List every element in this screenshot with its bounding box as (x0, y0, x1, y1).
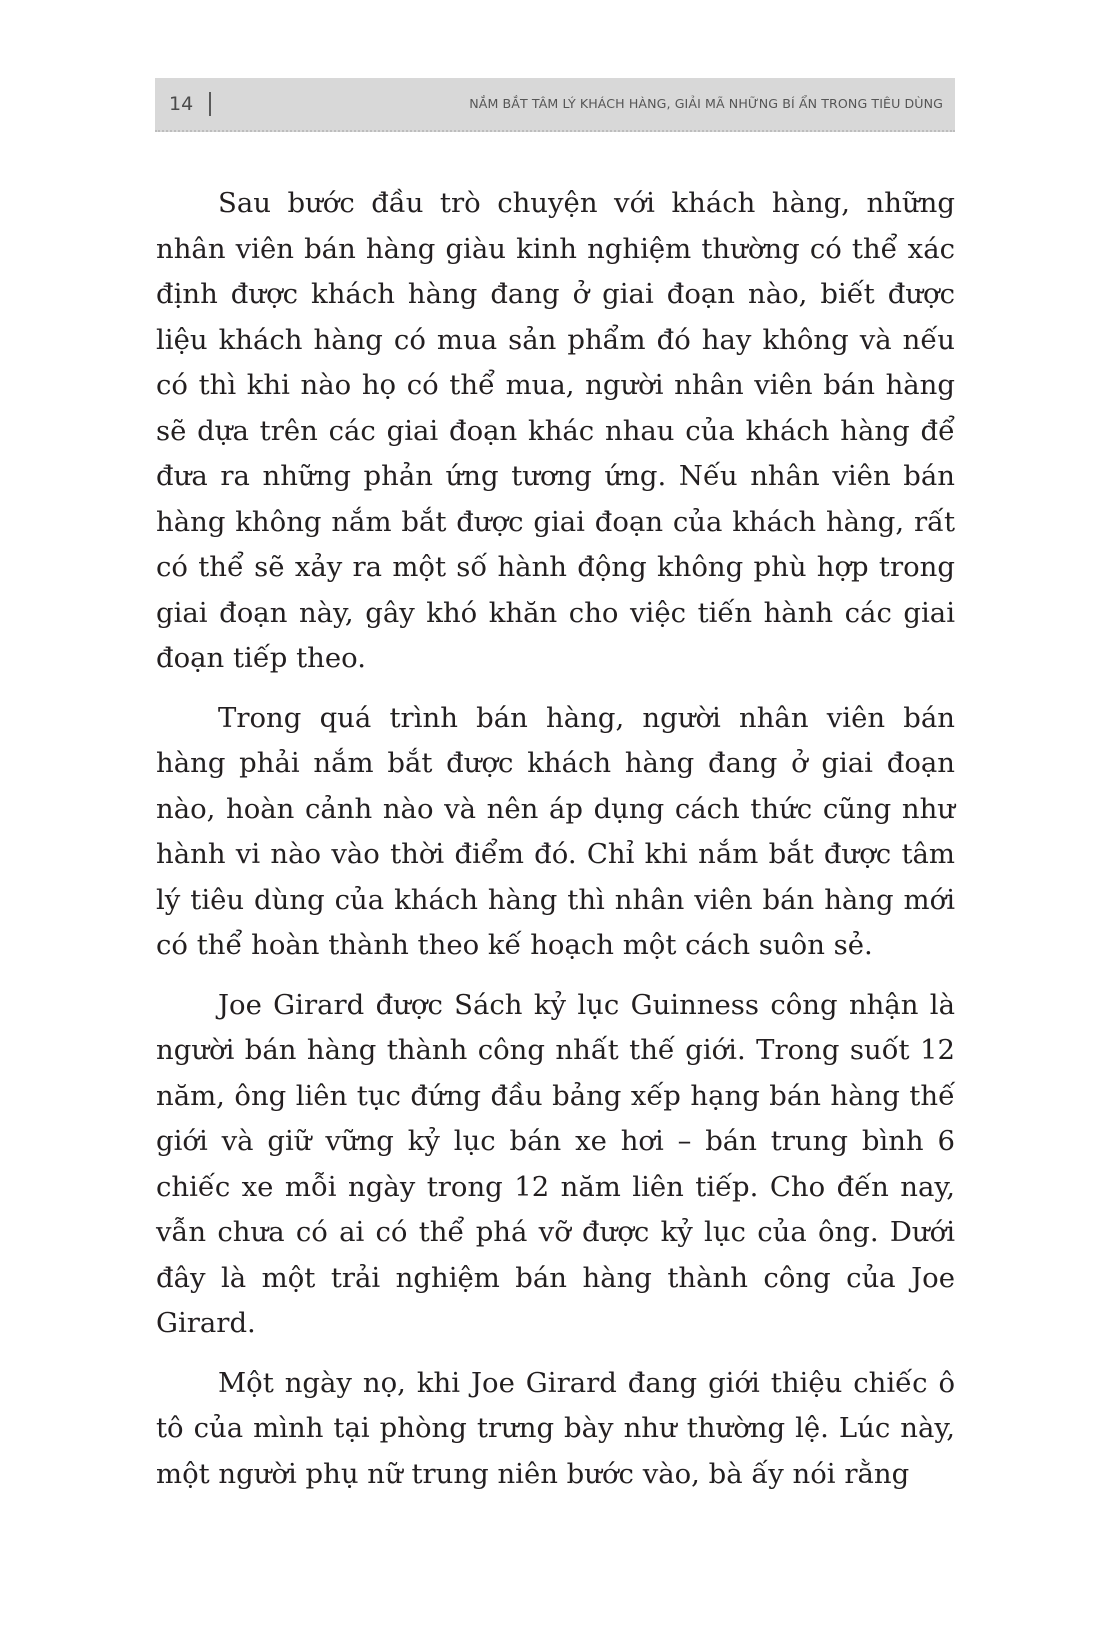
running-header (155, 78, 955, 132)
paragraph-1: Sau bước đầu trò chuyện với khách hàng, những nhân viên bán hàng giàu kinh nghiệm thường có thể xác định được khách hàng đang ở giai đoạn nào, biết được liệu khách hàng có mua sản phẩm đó hay không và nếu có thì khi nào họ có thể mua, người nhân viên bán hàng sẽ dựa trên các giai đoạn khác nhau của khách hàng để đưa ra những phản ứng tương ứng. Nếu nhân viên bán hàng không nắm bắt được giai đoạn của khách hàng, rất có thể sẽ xảy ra một số hành động không phù hợp trong giai đoạn này, gây khó khăn cho việc tiến hành các giai đoạn tiếp theo. (156, 187, 955, 674)
body-text (156, 181, 955, 1511)
paragraph-2: Trong quá trình bán hàng, người nhân viên bán hàng phải nắm bắt được khách hàng đang ở giai đoạn nào, hoàn cảnh nào và nên áp dụng cách thức cũng như hành vi nào vào thời điểm đó. Chỉ khi nắm bắt được tâm lý tiêu dùng của khách hàng thì nhân viên bán hàng mới có thể hoàn thành theo kế hoạch một cách suôn sẻ. (156, 701, 955, 961)
paragraph-4: Một ngày nọ, khi Joe Girard đang giới thiệu chiếc ô tô của mình tại phòng trưng bày như thường lệ. Lúc này, một người phụ nữ trung niên bước vào, bà ấy nói rằng (156, 1366, 955, 1490)
paragraph-3: Joe Girard được Sách kỷ lục Guinness công nhận là người bán hàng thành công nhất thế giới. Trong suốt 12 năm, ông liên tục đứng đầu bảng xếp hạng bán hàng thế giới và giữ vững kỷ lục bán xe hơi – bán trung bình 6 chiếc xe mỗi ngày trong 12 năm liên tiếp. Cho đến nay, vẫn chưa có ai có thể phá vỡ được kỷ lục của ông. Dưới đây là một trải nghiệm bán hàng thành công của Joe Girard. (156, 988, 955, 1339)
running-title: NẮM BẮT TÂM LÝ KHÁCH HÀNG, GIẢI MÃ NHỮNG BÍ ẨN TRONG TIÊU DÙNG (469, 96, 943, 111)
page-number: 14 (169, 93, 194, 115)
header-divider (209, 92, 211, 116)
